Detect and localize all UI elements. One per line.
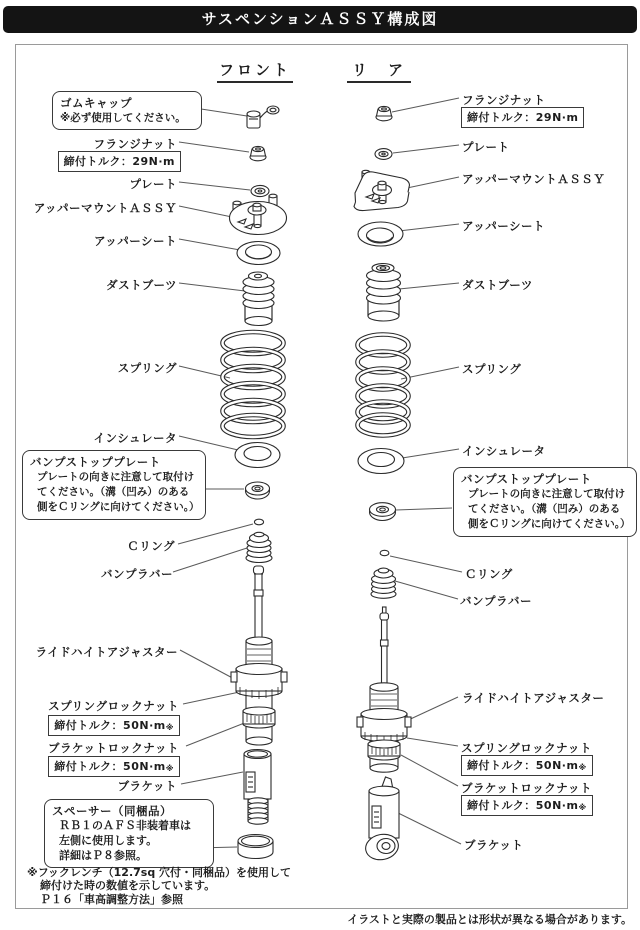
- front-spring-illustration: [223, 332, 284, 437]
- leader-lines: [173, 98, 462, 848]
- rear-damper-illustration: [357, 607, 411, 772]
- rear-label-bracket-lock-nut: ブラケットロックナット: [461, 781, 592, 795]
- front-label-upper-mount: アッパーマウントＡＳＳＹ: [33, 201, 177, 215]
- rear-upper-seat-illustration: [358, 222, 403, 246]
- front-label-upper-seat: アッパーシート: [94, 234, 177, 248]
- column-header-front: フロント: [217, 59, 293, 83]
- front-upper-mount-illustration: [230, 194, 287, 234]
- front-label-c-ring: Ｃリング: [127, 539, 175, 553]
- rear-spring-illustration: [358, 335, 409, 436]
- front-flange-nut-illustration: [250, 146, 266, 160]
- shape-disclaimer: イラストと実際の製品とは形状が異なる場合があります。: [347, 913, 632, 926]
- torque-footnote-mark: ※: [578, 803, 587, 812]
- rear-flange-nut-illustration: [376, 106, 392, 120]
- spacer-note-line3: 詳細はＰ８参照。: [59, 848, 147, 862]
- rear-label-upper-seat: アッパーシート: [462, 219, 545, 233]
- rear-label-insulator: インシュレータ: [462, 444, 546, 458]
- front-bracket-illustration: [244, 750, 271, 825]
- rear-plate-illustration: [375, 149, 392, 160]
- hook-wrench-footnote: [27, 866, 291, 906]
- rear-label-spring: スプリング: [462, 362, 522, 376]
- front-label-spring: スプリング: [117, 361, 177, 375]
- front-dust-boot-illustration: [243, 272, 274, 326]
- rear-upper-mount-illustration: [354, 170, 410, 210]
- front-insulator-illustration: [235, 443, 280, 468]
- rear-label-flange-nut: フランジナット: [462, 93, 546, 107]
- footnote-line1: ※フックレンチ（12.7sq 穴付・同梱品）を使用して: [27, 866, 292, 879]
- rear-insulator-illustration: [358, 449, 404, 474]
- front-torque-50-box-1: 締付トルク：50N·m※: [48, 715, 180, 736]
- rear-label-plate: プレート: [462, 140, 510, 154]
- rear-bump-stop-note-box: [453, 467, 637, 537]
- rear-bracket-illustration: [363, 777, 400, 863]
- rear-label-c-ring: Ｃリング: [465, 567, 513, 581]
- front-rubber-cap-note: ※必ず使用してください。: [60, 112, 186, 124]
- front-torque-29-box: 締付トルク：29N·m: [58, 151, 181, 172]
- front-label-spring-lock-nut: スプリングロックナット: [48, 699, 179, 713]
- front-label-insulator: インシュレータ: [93, 431, 177, 445]
- spacer-note-line1: ＲＢ１のＡＦＳ非装着車は: [59, 819, 191, 832]
- front-label-flange-nut: フランジナット: [93, 137, 177, 151]
- torque-footnote-mark: ※: [165, 764, 174, 773]
- front-torque-50-box-2: 締付トルク：50N·m※: [48, 756, 180, 777]
- front-plate-illustration: [251, 185, 269, 196]
- front-upper-seat-illustration: [237, 242, 280, 265]
- front-damper-illustration: [231, 566, 287, 745]
- front-bump-stop-note-box: [22, 450, 206, 520]
- rear-torque-50-box-1: 締付トルク：50N·m※: [461, 755, 593, 776]
- rear-torque-29-box: 締付トルク：29N·m: [461, 107, 584, 128]
- front-label-plate: プレート: [129, 177, 177, 191]
- rear-torque-50-box-2: 締付トルク：50N·m※: [461, 795, 593, 816]
- front-bump-rubber-illustration: [246, 532, 272, 562]
- torque-footnote-mark: ※: [578, 763, 587, 772]
- rear-bump-stop-plate-illustration: [370, 503, 396, 521]
- torque-footnote-mark: ※: [165, 723, 174, 732]
- front-label-ride-height-adjuster: ライドハイトアジャスター: [35, 645, 178, 659]
- front-bump-stop-note: プレートの向きに注意して取付けてください。（溝（凹み）のある側をＣリングに向けてください。）: [37, 471, 200, 514]
- page-title: サスペンションＡＳＳＹ構成図: [3, 6, 637, 33]
- rear-c-ring-illustration: [380, 550, 389, 555]
- rear-bump-stop-note: プレートの向きに注意して取付けてください。（溝（凹み）のある側をＣリングに向けてください。）: [468, 488, 631, 531]
- front-spacer-illustration: [238, 835, 273, 859]
- rear-label-dust-boot: ダストブーツ: [462, 278, 533, 292]
- rear-bump-rubber-illustration: [371, 568, 396, 598]
- front-label-bracket-lock-nut: ブラケットロックナット: [48, 741, 179, 755]
- front-rubber-cap-illustration: [247, 106, 279, 128]
- column-header-rear: リ ア: [347, 59, 411, 83]
- rear-label-spring-lock-nut: スプリングロックナット: [461, 741, 592, 755]
- rear-label-bracket: ブラケット: [464, 838, 524, 852]
- front-label-dust-boot: ダストブーツ: [106, 278, 177, 292]
- rear-label-ride-height-adjuster: ライドハイトアジャスター: [462, 691, 605, 705]
- front-label-rubber-cap: ゴムキャップ: [60, 96, 132, 110]
- front-label-bump-stop-plate: バンプストッププレート: [30, 455, 161, 469]
- front-label-bracket: ブラケット: [117, 779, 177, 793]
- spacer-note-line2: 左側に使用します。: [59, 833, 158, 847]
- front-label-spacer: スペーサー（同梱品）: [52, 804, 172, 818]
- rear-label-bump-rubber: バンプラバー: [460, 594, 532, 608]
- front-spacer-note-box: [44, 799, 214, 868]
- front-rubber-cap-note-box: [52, 91, 202, 130]
- rear-label-bump-stop-plate: バンプストッププレート: [461, 472, 592, 486]
- front-label-bump-rubber: バンプラバー: [101, 567, 173, 581]
- rear-dust-boot-illustration: [367, 264, 401, 322]
- footnote-line2: 締付けた時の数値を示しています。: [40, 879, 216, 893]
- rear-label-upper-mount: アッパーマウントＡＳＳＹ: [462, 172, 606, 186]
- front-bump-stop-plate-illustration: [246, 482, 270, 499]
- footnote-line3: Ｐ１６「車高調整方法」参照: [40, 892, 183, 906]
- front-c-ring-illustration: [254, 519, 263, 525]
